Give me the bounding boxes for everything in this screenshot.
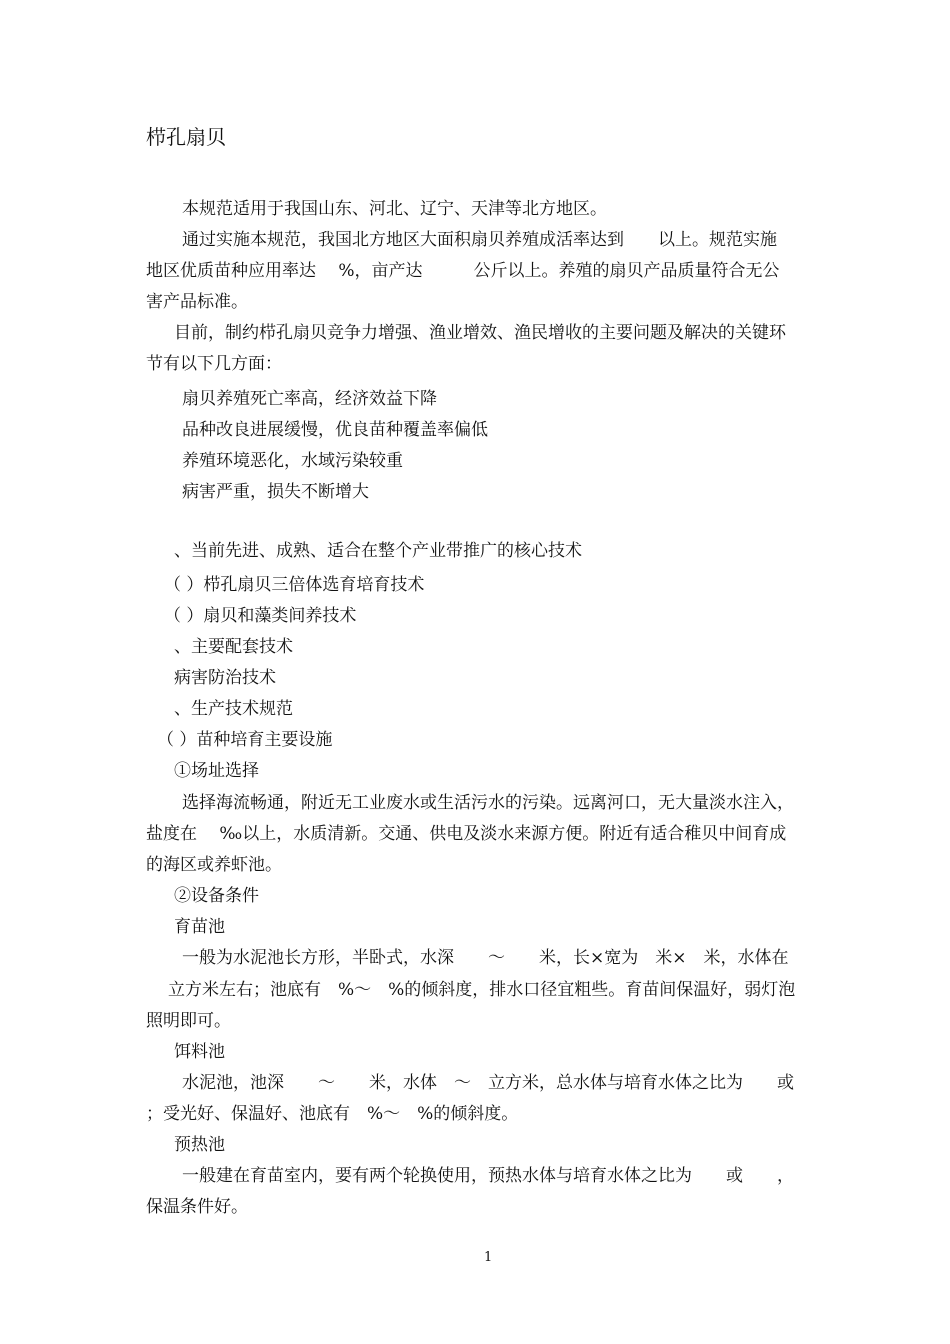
subsection-heading: 预热池: [174, 1135, 225, 1155]
body-line: 照明即可。: [146, 1011, 231, 1031]
section-heading: 、当前先进、成熟、适合在整个产业带推广的核心技术: [174, 541, 582, 561]
list-item: 病害严重，损失不断增大: [182, 482, 369, 502]
body-line: 通过实施本规范，我国北方地区大面积扇贝养殖成活率达到 以上。规范实施: [182, 230, 777, 250]
body-line: 目前，制约栉孔扇贝竞争力增强、渔业增效、渔民增收的主要问题及解决的关键环: [174, 323, 786, 343]
page-number: 1: [484, 1250, 493, 1265]
subsection-heading: 育苗池: [174, 917, 225, 937]
subsection-heading: （ ）扇贝和藻类间养技术: [164, 606, 357, 626]
body-line: 选择海流畅通，附近无工业废水或生活污水的污染。远离河口，无大量淡水注入，: [182, 793, 794, 813]
body-line: 地区优质苗种应用率达 %，亩产达 公斤以上。养殖的扇贝产品质量符合无公: [146, 261, 780, 281]
subsection-heading: 饵料池: [174, 1042, 225, 1062]
document-title: 栉孔扇贝: [146, 125, 226, 149]
body-line: 本规范适用于我国山东、河北、辽宁、天津等北方地区。: [182, 199, 607, 219]
subsection-heading: （ ）栉孔扇贝三倍体选育培育技术: [164, 575, 425, 595]
body-line: 盐度在 ‰以上，水质清新。交通、供电及淡水来源方便。附近有适合稚贝中间育成: [146, 824, 787, 844]
section-heading: 、主要配套技术: [174, 637, 293, 657]
body-line: 节有以下几方面：: [146, 354, 282, 374]
list-item: 品种改良进展缓慢，优良苗种覆盖率偏低: [182, 420, 488, 440]
subsection-heading: ②设备条件: [174, 886, 259, 906]
subsection-heading: ①场址选择: [174, 761, 259, 781]
body-line: 害产品标准。: [146, 292, 248, 312]
section-heading: 、生产技术规范: [174, 699, 293, 719]
body-line: 一般建在育苗室内，要有两个轮换使用，预热水体与培育水体之比为 或 ，: [182, 1166, 794, 1186]
body-line: 病害防治技术: [174, 668, 276, 688]
body-line: 一般为水泥池长方形，半卧式，水深 ～ 米，长×宽为 米× 米，水体在: [182, 948, 789, 968]
list-item: 扇贝养殖死亡率高，经济效益下降: [182, 389, 437, 409]
body-line: 水泥池，池深 ～ 米，水体 ～ 立方米，总水体与培育水体之比为 或: [182, 1073, 794, 1093]
subsection-heading: （ ）苗种培育主要设施: [157, 730, 333, 750]
list-item: 养殖环境恶化，水域污染较重: [182, 451, 403, 471]
body-line: 保温条件好。: [146, 1197, 248, 1217]
body-line: 立方米左右；池底有 %～ %的倾斜度，排水口径宜粗些。育苗间保温好，弱灯泡: [168, 980, 796, 1000]
body-line: 的海区或养虾池。: [146, 855, 282, 875]
body-line: ；受光好、保温好、池底有 %～ %的倾斜度。: [146, 1104, 519, 1124]
